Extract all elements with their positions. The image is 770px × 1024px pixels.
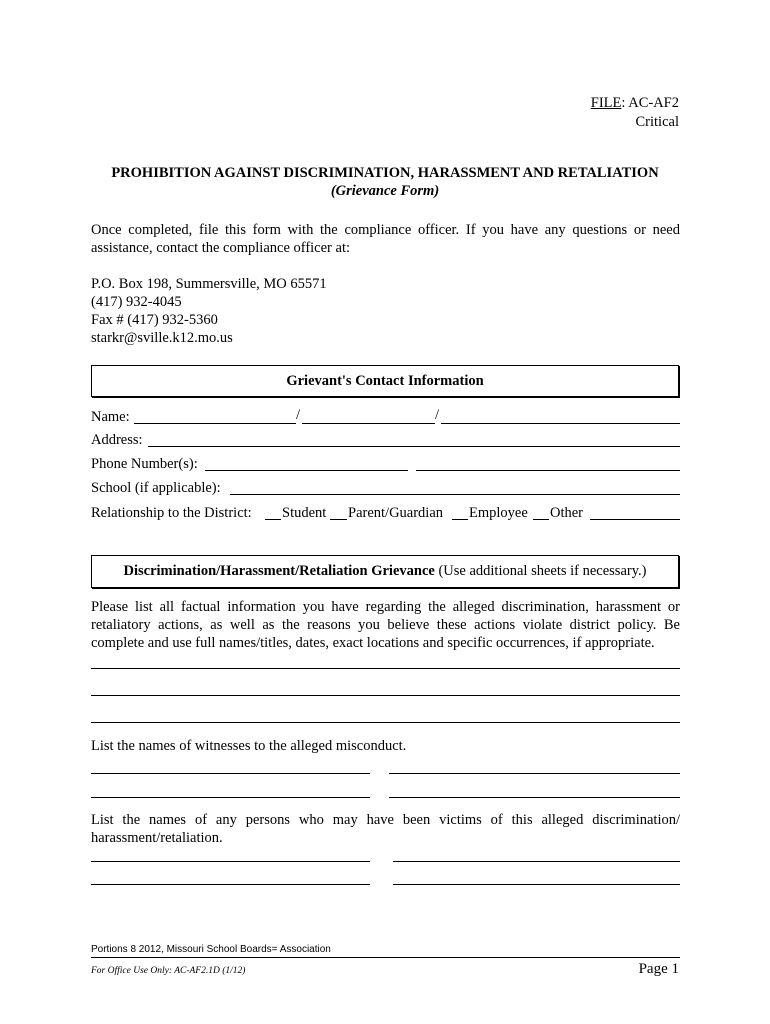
form-subtitle: (Grievance Form) (330, 183, 440, 199)
employee-checkbox[interactable] (452, 519, 468, 520)
parent-guardian-option-label: Parent/Guardian (348, 505, 444, 521)
witness-name-field[interactable] (389, 773, 680, 774)
school-field[interactable] (230, 494, 680, 495)
phone-label: Phone Number(s): (91, 456, 198, 472)
file-status: Critical (635, 114, 679, 130)
contact-phone: (417) 932-4045 (91, 294, 182, 310)
witness-name-field[interactable] (389, 797, 680, 798)
name-separator: / (296, 407, 301, 423)
address-label: Address: (91, 432, 143, 448)
section-contact-header (91, 365, 679, 397)
employee-option-label: Employee (469, 505, 528, 521)
name-field-first[interactable] (134, 423, 296, 424)
student-checkbox[interactable] (265, 519, 281, 520)
section-grievance-heading: Discrimination/Harassment/Retaliation Grievance (Use additional sheets if necessary.) (123, 563, 647, 579)
file-label: FILE (590, 95, 622, 111)
page-number: Page 1 (638, 961, 679, 977)
name-label: Name: (91, 409, 130, 425)
contact-fax: Fax # (417) 932-5360 (91, 312, 218, 328)
grievance-text-line[interactable] (91, 722, 680, 723)
witness-name-field[interactable] (91, 797, 370, 798)
victim-name-field[interactable] (393, 884, 680, 885)
office-use-code: For Office Use Only: AC-AF2.1D (1/12) (91, 966, 246, 976)
contact-address: P.O. Box 198, Summersville, MO 65571 (91, 276, 327, 292)
victim-name-field[interactable] (393, 861, 680, 862)
name-field-middle[interactable] (302, 423, 435, 424)
file-code: FILE: AC-AF2 (590, 95, 679, 111)
contact-email: starkr@sville.k12.mo.us (91, 330, 233, 346)
copyright-notice: Portions 8 2012, Missouri School Boards= Association (91, 944, 331, 955)
form-title: PROHIBITION AGAINST DISCRIMINATION, HARASSMENT AND RETALIATION (111, 165, 659, 181)
victims-prompt: List the names of any persons who may have been victims of this alleged discrimination/ harassment/retaliation. (91, 812, 680, 846)
name-field-last[interactable] (441, 423, 680, 424)
section-contact-heading: Grievant's Contact Information (286, 373, 484, 389)
school-label: School (if applicable): (91, 480, 221, 496)
victim-name-field[interactable] (91, 861, 370, 862)
other-specify-field[interactable] (590, 519, 680, 520)
relationship-label: Relationship to the District: (91, 505, 252, 521)
address-field[interactable] (148, 446, 680, 447)
victim-name-field[interactable] (91, 884, 370, 885)
grievance-instructions: Please list all factual information you have regarding the alleged discrimination, harassment or retaliatory actions, as well as the reasons you believe these actions violate district policy. Be complete and use full names/titles, dates, exact locations and specific occurrences, if appropriate. (91, 599, 680, 651)
grievance-text-line[interactable] (91, 668, 680, 669)
other-checkbox[interactable] (533, 519, 549, 520)
name-separator: / (435, 407, 440, 423)
section-grievance-header (91, 555, 679, 588)
footer-divider (91, 957, 680, 958)
student-option-label: Student (282, 505, 327, 521)
phone-field-1[interactable] (205, 470, 408, 471)
intro-paragraph: Once completed, file this form with the compliance officer. If you have any questions or need assistance, contact the compliance officer at: (91, 222, 680, 256)
parent-guardian-checkbox[interactable] (330, 519, 347, 520)
other-option-label: Other (550, 505, 584, 521)
grievance-text-line[interactable] (91, 695, 680, 696)
witnesses-prompt: List the names of witnesses to the alleged misconduct. (91, 738, 407, 754)
witness-name-field[interactable] (91, 773, 370, 774)
phone-field-2[interactable] (416, 470, 680, 471)
